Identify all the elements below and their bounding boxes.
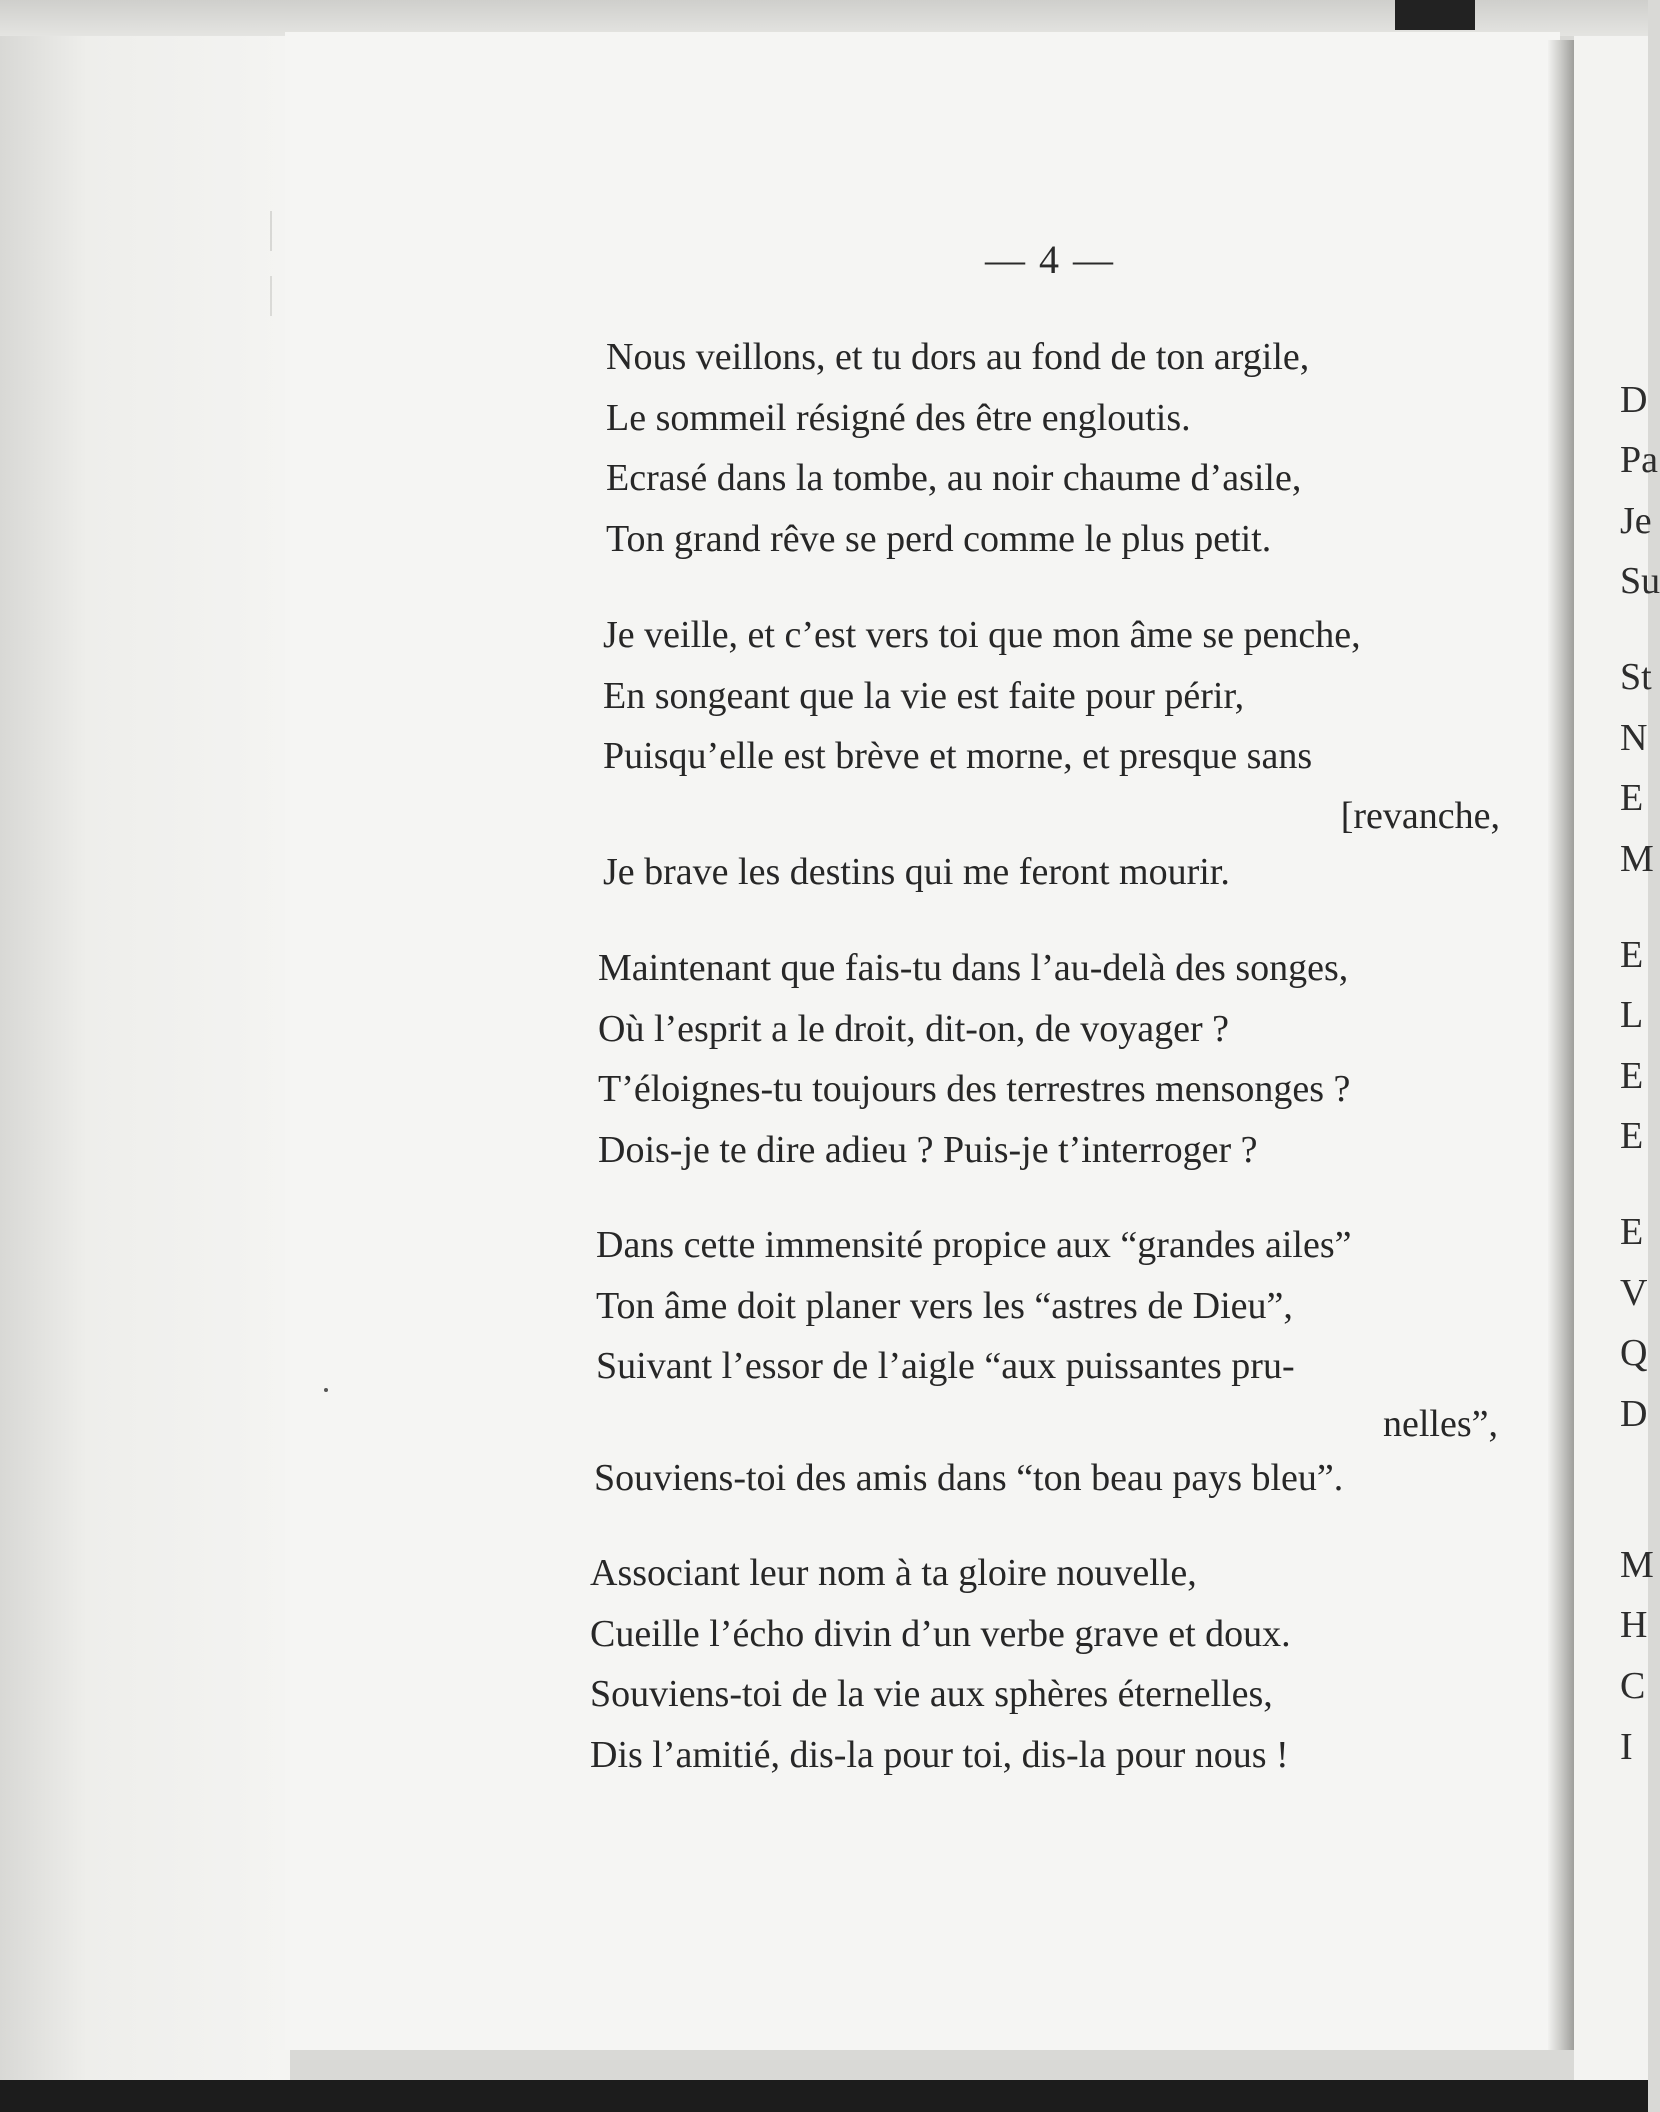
poem-line: Ecrasé dans la tombe, au noir chaume d’asile, <box>606 457 1302 499</box>
facing-page-fragment: E <box>1620 1055 1644 1097</box>
facing-page-fragment: N <box>1620 717 1648 759</box>
poem-line: Suivant l’essor de l’aigle “aux puissantes pru- <box>596 1345 1295 1387</box>
ink-speck <box>324 1388 328 1392</box>
facing-page-fragment: D <box>1620 1393 1648 1435</box>
facing-page-fragment: E <box>1620 934 1644 976</box>
poem-line: Puisqu’elle est brève et morne, et presque sans <box>603 735 1313 777</box>
page-number: — 4 — <box>985 237 1115 282</box>
facing-page-fragment: M <box>1620 838 1654 880</box>
poem-line: Dis l’amitié, dis-la pour toi, dis-la pour nous ! <box>590 1734 1289 1776</box>
binder-clip <box>1395 0 1475 30</box>
poem-line: Souviens-toi des amis dans “ton beau pays bleu”. <box>594 1457 1344 1499</box>
left-underlying-sheet <box>0 36 290 2080</box>
facing-page-fragment: E <box>1620 777 1644 819</box>
poem-line: Nous veillons, et tu dors au fond de ton argile, <box>606 336 1310 378</box>
poem-line: En songeant que la vie est faite pour périr, <box>603 675 1245 717</box>
scanner-bottom-edge <box>0 2080 1648 2112</box>
facing-page-fragment: St <box>1620 656 1652 698</box>
poem-line-runover: nelles”, <box>1382 1403 1498 1445</box>
facing-page-fragment: Q <box>1620 1332 1648 1374</box>
facing-page-fragment: E <box>1620 1211 1644 1253</box>
poem-line: T’éloignes-tu toujours des terrestres mensonges ? <box>598 1068 1351 1110</box>
facing-page-fragment: Pa <box>1620 439 1658 481</box>
poem-line: Associant leur nom à ta gloire nouvelle, <box>590 1552 1197 1594</box>
book-gutter <box>1548 40 1574 2050</box>
facing-page-fragment: L <box>1620 994 1644 1036</box>
poem-line: Souviens-toi de la vie aux sphères éternelles, <box>590 1673 1273 1715</box>
poem-line: Dans cette immensité propice aux “grandes ailes” <box>596 1224 1352 1266</box>
poem-line-runover: [revanche, <box>1340 795 1500 837</box>
facing-page-fragment: I <box>1620 1726 1633 1768</box>
facing-page-fragment: C <box>1620 1665 1646 1707</box>
facing-page-edge <box>1574 36 1660 2080</box>
facing-page-fragment: Je <box>1620 500 1652 542</box>
facing-page-fragment: H <box>1620 1604 1648 1646</box>
poem-line: Dois-je te dire adieu ? Puis-je t’interroger ? <box>598 1129 1258 1171</box>
poem-line: Où l’esprit a le droit, dit-on, de voyager ? <box>598 1008 1230 1050</box>
poem-line: Je veille, et c’est vers toi que mon âme se penche, <box>603 614 1361 656</box>
poem-line: Je brave les destins qui me feront mourir. <box>603 851 1230 893</box>
poem-line: Ton âme doit planer vers les “astres de Dieu”, <box>596 1285 1293 1327</box>
facing-page-fragment: Su <box>1620 560 1660 602</box>
poem-line: Le sommeil résigné des être engloutis. <box>606 397 1191 439</box>
facing-page-fragment: E <box>1620 1115 1644 1157</box>
facing-page-fragment: V <box>1620 1272 1648 1314</box>
facing-page-fragment: D <box>1620 379 1648 421</box>
facing-page-fragment: M <box>1620 1544 1654 1586</box>
poem-line: Cueille l’écho divin d’un verbe grave et doux. <box>590 1613 1291 1655</box>
poem-line: Ton grand rêve se perd comme le plus petit. <box>606 518 1272 560</box>
poem-line: Maintenant que fais-tu dans l’au-delà des songes, <box>598 947 1349 989</box>
